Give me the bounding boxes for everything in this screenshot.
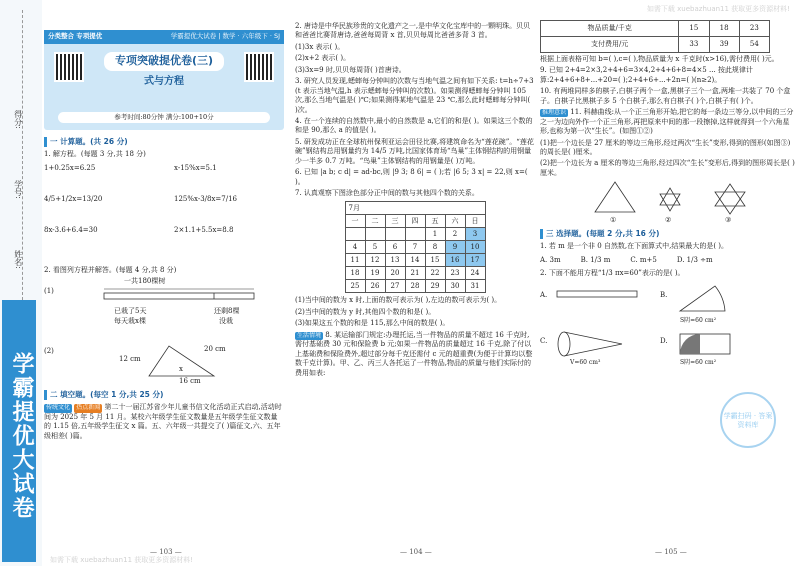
- calendar-day: 19: [365, 267, 385, 280]
- calendar-day: 27: [385, 280, 405, 293]
- option-a-figure: [552, 285, 642, 309]
- calendar-header-row: [345, 215, 485, 228]
- table-cell: 18: [709, 21, 739, 37]
- side-b: 20 cm: [204, 345, 226, 354]
- answer-stamp: 学霸扫码 · 答案资料库: [720, 392, 776, 448]
- qr-code-icon: [244, 52, 274, 82]
- header-banner: [44, 30, 284, 130]
- question-text: 1. 解方程。(每题 3 分,共 18 分): [44, 150, 146, 159]
- column-2: [295, 20, 535, 380]
- table-cell: 33: [679, 37, 709, 53]
- brand-strip: 学霸提优大试卷: [2, 300, 36, 562]
- option-figures: [540, 281, 795, 371]
- calendar-weekday: 五: [425, 215, 445, 228]
- figure-label: ①: [610, 216, 617, 225]
- equation-row: [44, 164, 284, 173]
- calendar-day: 23: [445, 267, 465, 280]
- question-text: 2. 下面不能用方程“1/3 πx=60”表示的是( )。: [540, 269, 685, 278]
- section-heading: 二 填空题。(每空 1 分,共 25 分): [44, 390, 284, 400]
- option-b-figure: [675, 281, 735, 315]
- column-1: [44, 134, 284, 443]
- calendar-row: [345, 280, 485, 293]
- option-d-label: D.: [660, 336, 668, 345]
- option-b: B. 1/3 m: [580, 255, 611, 264]
- calendar-row: [345, 254, 485, 267]
- question-text: 1. 若 m 是一个非 0 自然数,在下面算式中,结果最大的是( )。: [540, 242, 729, 251]
- calendar-row: [345, 267, 485, 280]
- question-text: 3. 研究人员发现,蟋蟀每分钟叫的次数与当地气温之间有如下关系: t=h÷7+3 (t 表示当地气温,h 表示蟋蟀每分钟叫的次数)。如果测得蟋蟀每分钟叫 105 次,那么当地气温是( )℃;如果测得某地气温是 23 ℃,那么此时蟋蟀每分钟叫( )次。: [295, 77, 534, 114]
- question-text: 6. 已知 |a b; c d| = ad-bc,则 |9 3; 8 6| = ( );若 |6 5; 3 x| = 22,则 x=( )。: [295, 168, 528, 186]
- figure-label: ②: [665, 216, 672, 225]
- calendar-day: 24: [465, 267, 485, 280]
- equation-row: [44, 195, 284, 204]
- calendar-month-row: [345, 202, 485, 215]
- question-text: 5. 研发成功正在全球杭州保利亚运会田径比赛,将建筑命名为“莲花碗”。“莲花碗”钢结构总用钢量约为 14/5 万吨,比国家体育场“鸟巢”主体钢结构的用钢量少一半多 0.7 万吨。“鸟巢”主体钢结构的用钢量是( )万吨。: [295, 137, 534, 165]
- calendar-day: 7: [405, 241, 425, 254]
- calendar-day: 14: [405, 254, 425, 267]
- option-c-label: C.: [540, 336, 548, 345]
- topic-tag: 生活情境: [297, 331, 322, 339]
- option-d-figure: [675, 329, 745, 359]
- calendar-day: [365, 228, 385, 241]
- height-x: x: [179, 365, 183, 374]
- calendar-weekday: 六: [445, 215, 465, 228]
- question-text: 2. 唐诗是中华民族珍贵的文化遗产之一,是中华文化宝库中的一颗明珠。贝贝和爸爸比赛背唐诗,爸爸每周背 x 首,贝贝每周比爸爸多背 3 首。: [295, 22, 531, 40]
- question-text: [295, 331, 535, 378]
- koch-shapes: [580, 180, 770, 216]
- question-body: 第二十一届江苏省少年儿童书信文化活动正式启动,活动时间为 2025 年 5 月 11 月。某校六年级学生征文数量是五年级学生征文数量的 1.15 倍,五年级学生征文 x 篇。五、六年级一共提交了( )篇征文,六、五年级相差( )篇。: [44, 403, 282, 440]
- option-c: C. m+5: [630, 255, 657, 264]
- student-id-label: 学号:: [13, 180, 23, 199]
- question-text: 10. 有两堆同样多的棋子,白棋子两个一盒,黑棋子三个一盒,两堆一共装了 70 个盒子。白棋子比黑棋子多 5 个白棋子,那么有白棋子( )个,白棋子有( )个。: [540, 87, 791, 105]
- calendar-day: 28: [405, 280, 425, 293]
- calendar-month: 7月: [345, 202, 485, 215]
- calendar-table: [345, 201, 486, 293]
- table-cell: 39: [709, 37, 739, 53]
- question-text: 4. 在一个连续的自然数中,最小的自然数是 a,它们的和是( )。如果这三个数的和是 90,那么 a 的值是( )。: [295, 116, 533, 135]
- calendar-row: [345, 228, 485, 241]
- calendar-weekday: 四: [405, 215, 425, 228]
- calendar-day: 9: [445, 241, 465, 254]
- page-title: 专项突破提优卷(三): [104, 52, 224, 71]
- diagram-total: 一共180棵树: [124, 277, 166, 286]
- calendar-day: [385, 228, 405, 241]
- diagram-right-label-2: 没栽: [219, 317, 233, 326]
- table-cell: 15: [679, 21, 709, 37]
- question-text: (2)x+2 表示( )。: [295, 54, 351, 63]
- diagram-right-label: 还剩8棵: [214, 307, 240, 316]
- calendar-day: 16: [445, 254, 465, 267]
- calendar-day: 6: [385, 241, 405, 254]
- calendar-day: 17: [465, 254, 485, 267]
- option-c-volume: V=60 cm³: [570, 358, 601, 366]
- calendar-weekday: 二: [365, 215, 385, 228]
- option-d: D. 1/3 ÷m: [676, 255, 713, 264]
- side-a: 12 cm: [119, 355, 141, 364]
- table-cell: 物品质量/千克: [541, 21, 679, 37]
- question-text: 2. 看图列方程并解答。(每题 4 分,共 8 分): [44, 265, 177, 274]
- diagram-left-label: 已栽了5天: [114, 307, 147, 316]
- calendar-day: 2: [445, 228, 465, 241]
- calendar-day: 12: [365, 254, 385, 267]
- calendar-day: 25: [345, 280, 365, 293]
- page-number: — 105 —: [655, 548, 687, 556]
- question-text: [44, 403, 284, 441]
- table-cell: 54: [739, 37, 769, 53]
- score-label: 得分:: [13, 110, 23, 129]
- options-row: [540, 256, 795, 265]
- left-sidebar: [0, 0, 42, 566]
- question-text: (3)3x=9 时,贝贝每周背( )首唐诗。: [295, 65, 406, 74]
- topic-tag: 推理意识: [542, 109, 567, 117]
- equation-row: [44, 226, 284, 235]
- calendar-day: 3: [465, 228, 485, 241]
- figure-label: ③: [725, 216, 732, 225]
- watermark-top: 如需下载 xuebazhuan11 获取更多资源材料!: [646, 5, 790, 13]
- calendar-day: 26: [365, 280, 385, 293]
- calendar-day: 4: [345, 241, 365, 254]
- page-subtitle: 式与方程: [144, 75, 184, 87]
- question-text: [540, 108, 795, 136]
- name-label: 姓名:: [13, 250, 23, 269]
- section-heading: 一 计算题。(共 26 分): [44, 137, 284, 147]
- table-cell: 支付费用/元: [541, 37, 679, 53]
- question-body: 8. 某运输部门规定:办理托运,当一件物品的质量不超过 16 千克时,需付基础费 30 元和保险费 b 元;如果一件物品的质量超过 16 千克,除了付以上基础费和保险费外,超过部分每千克还需付 c 元的超重费(为便于计算均以整数千克计算)。甲、乙、丙三人各托运了一件物品,物品的质量与他们实际付的费用如表:: [295, 330, 533, 377]
- equation: x-15%x=5.1: [174, 163, 217, 172]
- calendar-day: 11: [345, 254, 365, 267]
- calendar-day: 8: [425, 241, 445, 254]
- calendar-day: 31: [465, 280, 485, 293]
- option-b-area: S阴=60 cm²: [680, 316, 717, 324]
- question-text: (1)把一个边长是 27 厘米的等边三角形,经过两次“生长”变形,得到的图形(如图③)的周长是( )厘米。: [540, 138, 791, 156]
- calendar-day: 5: [365, 241, 385, 254]
- title-block: [104, 52, 224, 88]
- diagram-label: (2): [44, 347, 54, 356]
- koch-figures: [540, 180, 795, 226]
- equation: 1+0.25x=6.25: [44, 163, 96, 172]
- header-topbar: [44, 30, 284, 44]
- topic-tag: 热点新闻: [76, 404, 101, 412]
- equation: 125%x-3/8x=7/16: [174, 195, 237, 203]
- column-3: [540, 20, 795, 371]
- calendar-day: 15: [425, 254, 445, 267]
- question-text: (2)把一个边长为 a 厘米的等边三角形,经过四次“生长”变形后,得到的图形周长是( )厘米。: [540, 159, 795, 177]
- option-a-label: A.: [540, 290, 548, 299]
- question-text: 7. 认真观察下图涂色部分正中间的数与其他四个数的关系。: [295, 189, 479, 197]
- calendar-day: 29: [425, 280, 445, 293]
- table-row: [541, 37, 770, 53]
- equation: 4/5+1/2x=13/20: [44, 195, 103, 203]
- calendar-day: 21: [405, 267, 425, 280]
- fee-table: [540, 20, 770, 53]
- calendar-day: 10: [465, 241, 485, 254]
- side-c: 16 cm: [179, 377, 201, 386]
- question-text: (2)当中间的数为 y 时,其他四个数的和是( )。: [295, 307, 436, 316]
- question-text: (3)如果这五个数的和是 115,那么中间的数是( )。: [295, 319, 450, 328]
- option-b-label: B.: [660, 290, 668, 299]
- table-row: [541, 21, 770, 37]
- calendar-weekday: 一: [345, 215, 365, 228]
- category-label: 分类整合 专项提优: [48, 32, 103, 40]
- diagram-label: (1): [44, 287, 54, 296]
- tree-diagram: [44, 277, 284, 337]
- option-c-figure: [552, 329, 642, 359]
- calendar-day: 20: [385, 267, 405, 280]
- page-number: — 104 —: [400, 548, 432, 556]
- qr-code-icon: [54, 52, 84, 82]
- option-d-area: S阴=60 cm²: [680, 358, 717, 366]
- triangle-diagram: [44, 337, 284, 387]
- equation: 8x-3.6+6.4=30: [44, 226, 98, 235]
- calendar-day: [345, 228, 365, 241]
- table-cell: 23: [739, 21, 769, 37]
- book-label: 学霸提优大试卷 | 数学 · 六年级下 · SJ: [170, 32, 280, 40]
- calendar-day: 22: [425, 267, 445, 280]
- calendar-day: 30: [445, 280, 465, 293]
- time-score-meta: 参考时间:80分钟 满分:100+10分: [58, 112, 270, 123]
- bar-diagram: [64, 287, 264, 309]
- diagram-left-label-2: 每天栽x棵: [114, 317, 146, 326]
- section-heading: 三 选择题。(每题 2 分,共 16 分): [540, 229, 795, 239]
- calendar-day: 13: [385, 254, 405, 267]
- equation: 2×1.1+5.5x=8.8: [174, 226, 234, 235]
- topic-tag: 传统文化: [46, 404, 71, 412]
- page-number: — 103 —: [150, 548, 182, 556]
- watermark-bottom: 如需下载 xuebazhuan11 获取更多资源材料!: [50, 556, 194, 564]
- calendar-row: [345, 241, 485, 254]
- calendar-weekday: 日: [465, 215, 485, 228]
- calendar-day: 1: [425, 228, 445, 241]
- question-text: 9. 已知 2+4=2×3,2+4+6=3×4,2+4+6+8=4×5 ... 按此规律计算:2+4+6+8+...+20=( );2+4+6+...+2n=( )(n≥2)。: [540, 66, 753, 84]
- option-a: A. 3m: [540, 255, 561, 264]
- calendar-day: 18: [345, 267, 365, 280]
- question-body: 11. 科赫曲线:从一个正三角形开始,把它的每一条边三等分,以中间的三分之一为边向外作一个正三角形,再把原来中间的那一段擦掉,这样就得到一个六角星形,也称为第一次“生长”。(如图①②): [540, 108, 794, 136]
- question-text: (1)当中间的数为 x 时,上面的数可表示为( ),左边的数可表示为( )。: [295, 296, 502, 305]
- question-text: (1)3x 表示( )。: [295, 42, 345, 51]
- calendar-day: [405, 228, 425, 241]
- calendar-weekday: 三: [385, 215, 405, 228]
- question-text: 根据上面表格可知 b=( ),c=( ),物品质量为 x 千克时(x>16),需付费用( )元。: [540, 55, 779, 63]
